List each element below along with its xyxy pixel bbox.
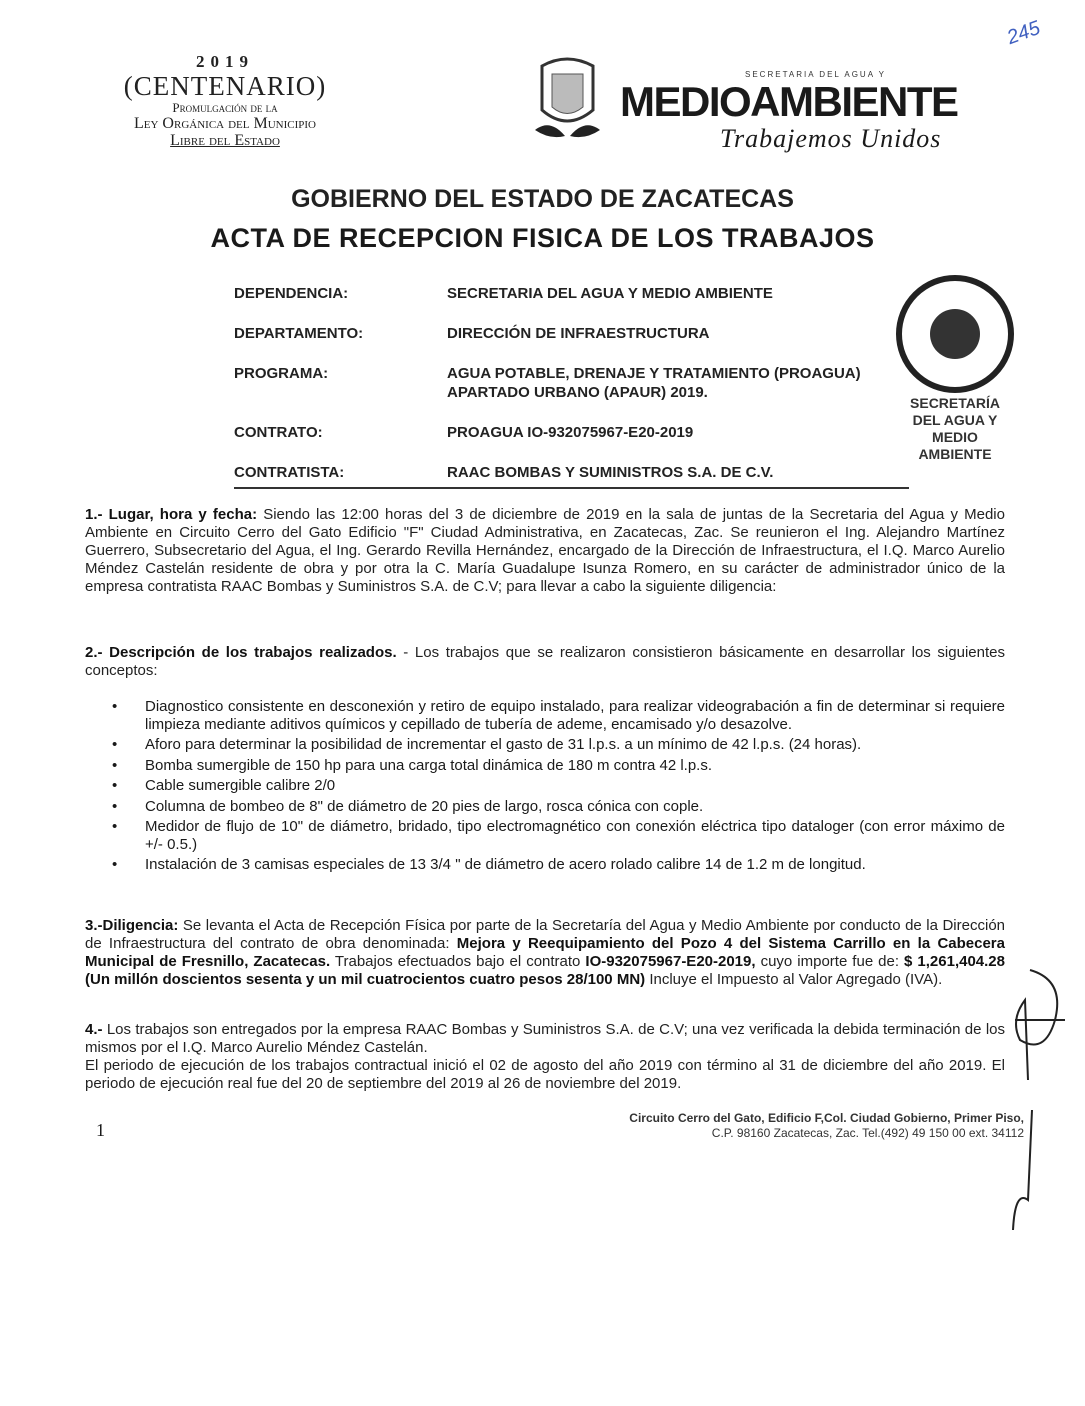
page-annotation: 245 — [1003, 16, 1043, 50]
info-label: CONTRATISTA: — [234, 464, 345, 481]
centenario-year: 2019 — [196, 52, 254, 71]
contract-amount: $ 1,261,404.28 (Un millón doscientos sesenta y un mil cuatrocientos cuatro pesos 28/100 MN) — [85, 952, 1005, 988]
works-list — [112, 698, 1005, 877]
info-value: DIRECCIÓN DE INFRAESTRUCTURA — [447, 325, 710, 342]
section-title: 3.-Diligencia: — [85, 916, 179, 934]
centenario-line: Promulgación de la — [172, 100, 278, 115]
section-text: cuyo importe fue de: — [755, 952, 905, 970]
brand-super: SECRETARIA DEL AGUA Y — [745, 70, 886, 79]
list-item: • Diagnostico consistente en desconexión y retiro de equipo instalado, para realizar videograbación a fin de determinar si requiere limpieza mediante aditivos químicos y cepillado de tubería de ademe, encamisado y/o desazolve. — [112, 698, 1005, 733]
list-item: • Medidor de flujo de 10" de diámetro, bridado, tipo electromagnético con conexión eléctrica tipo dataloger (con error máximo de +/- 0.5.) — [112, 818, 1005, 853]
info-value: AGUA POTABLE, DRENAJE Y TRATAMIENTO (PROAGUA) APARTADO URBANO (APAUR) 2019. — [447, 365, 861, 401]
brand-name: MEDIOAMBIENTE — [620, 78, 958, 125]
signature-icon — [1010, 960, 1080, 1250]
list-item: • Cable sumergible calibre 2/0 — [112, 777, 1005, 795]
section-text: Se levanta el Acta de Recepción Física por parte de la Secretaría del Agua y Medio Ambiente por conducto de la Dirección de Infraestructura del contrato de obra denominada: — [85, 916, 1005, 952]
list-item: • Instalación de 3 camisas especiales de 13 3/4 " de diámetro de acero rolado calibre 14 de 1.2 m de longitud. — [112, 856, 1005, 874]
contract-number: IO-932075967-E20-2019, — [585, 952, 756, 970]
brand-tagline: Trabajemos Unidos — [720, 124, 942, 153]
section-2 — [85, 644, 1005, 680]
section-3 — [85, 917, 1005, 989]
address-line: Circuito Cerro del Gato, Edificio F,Col. Ciudad Gobierno, Primer Piso, — [629, 1110, 1024, 1125]
official-seal — [895, 275, 1015, 463]
seal-eagle-icon — [896, 275, 1014, 393]
info-table — [234, 284, 874, 503]
info-label: PROGRAMA: — [234, 365, 329, 382]
seal-text: MEDIO AMBIENTE — [918, 429, 992, 462]
section-4 — [85, 1021, 1005, 1093]
state-crest-icon — [530, 52, 605, 142]
footer-address — [629, 1111, 1024, 1141]
info-value: PROAGUA IO-932075967-E20-2019 — [447, 424, 694, 441]
divider — [234, 487, 909, 489]
info-value: RAAC BOMBAS Y SUMINISTROS S.A. DE C.V. — [447, 464, 774, 481]
section-title: 2.- Descripción de los trabajos realizados. — [85, 644, 397, 661]
document-title: ACTA DE RECEPCION FISICA DE LOS TRABAJOS — [210, 223, 875, 253]
info-row — [234, 423, 874, 442]
section-text: Siendo las 12:00 horas del 3 de diciembre de 2019 en la sala de juntas de la Secretaria del Agua y Medio Ambiente en Circuito Cerro del Gato Edificio "F" Ciudad Administrativa, en Zacatecas, Zac. Se reunieron el Ing. Alejandro Martínez Guerrero, Subsecretario del Agua, el Ing. Gerardo Revilla Hernández, encargado de la Dirección de Infraestructura, el I.Q. Marco Aurelio Méndez Castelán residente de obra y por otra la C. María Guadalupe Isunza Romero, en su carácter de administrador único de la empresa contratista RAAC Bombas y Suministros S.A. de C.V; para llevar a cabo la siguiente diligencia: — [85, 506, 1005, 595]
info-label: DEPARTAMENTO: — [234, 325, 364, 342]
list-item: • Aforo para determinar la posibilidad de incrementar el gasto de 31 l.p.s. a un mínimo de 42 l.p.s. (24 horas). — [112, 736, 1005, 754]
section-text: Incluye el Impuesto al Valor Agregado (IVA). — [645, 970, 943, 988]
info-row — [234, 284, 874, 303]
info-row — [234, 364, 874, 402]
info-value: SECRETARIA DEL AGUA Y MEDIO AMBIENTE — [447, 285, 773, 302]
work-name: Mejora y Reequipamiento del Pozo 4 del Sistema Carrillo en la Cabecera Municipal de Fresnillo, Zacatecas. — [85, 934, 1005, 970]
centenario-title: (CENTENARIO) — [123, 71, 327, 101]
section-text: Trabajos efectuados bajo el contrato — [330, 952, 586, 970]
info-label: CONTRATO: — [234, 424, 323, 441]
address-line: C.P. 98160 Zacatecas, Zac. Tel.(492) 49 150 00 ext. 34112 — [711, 1125, 1024, 1140]
section-title: 1.- Lugar, hora y fecha: — [85, 506, 258, 523]
section-text: Los trabajos son entregados por la empresa RAAC Bombas y Suministros S.A. de C.V; una vez verificada la debida terminación de los mismos por el I.Q. Marco Aurelio Méndez Castelán. — [85, 1020, 1005, 1056]
section-1 — [85, 506, 1005, 596]
document-body — [85, 506, 1024, 1141]
info-row — [234, 463, 874, 482]
medioambiente-logo — [620, 70, 1020, 154]
footer — [85, 1110, 1024, 1141]
list-item: • Columna de bombeo de 8" de diámetro de 20 pies de largo, rosca cónica con cople. — [112, 798, 1005, 816]
page-number: 1 — [96, 1119, 105, 1140]
centenario-line: Ley Orgánica del Municipio — [134, 115, 316, 132]
section-title: 4.- — [85, 1020, 103, 1038]
centenario-logo — [95, 52, 355, 149]
centenario-line: Libre del Estado — [170, 132, 280, 149]
section-text: - Los trabajos que se realizaron consistieron básicamente en desarrollar los siguientes conceptos: — [85, 644, 1005, 679]
list-item: • Bomba sumergible de 150 hp para una carga total dinámica de 180 m contra 42 l.p.s. — [112, 757, 1005, 775]
seal-text: SECRETARÍA — [910, 395, 1000, 411]
info-label: DEPENDENCIA: — [234, 285, 349, 302]
seal-text: DEL AGUA Y — [912, 412, 998, 428]
section-text: El periodo de ejecución de los trabajos contractual inició el 02 de agosto del año 2019 con término al 31 de diciembre del año 2019. El periodo de ejecución real fue del 20 de septiembre del 2019 al 26 de noviembre del 2019. — [85, 1056, 1005, 1092]
government-title: GOBIERNO DEL ESTADO DE ZACATECAS — [291, 185, 794, 213]
info-row — [234, 324, 874, 343]
